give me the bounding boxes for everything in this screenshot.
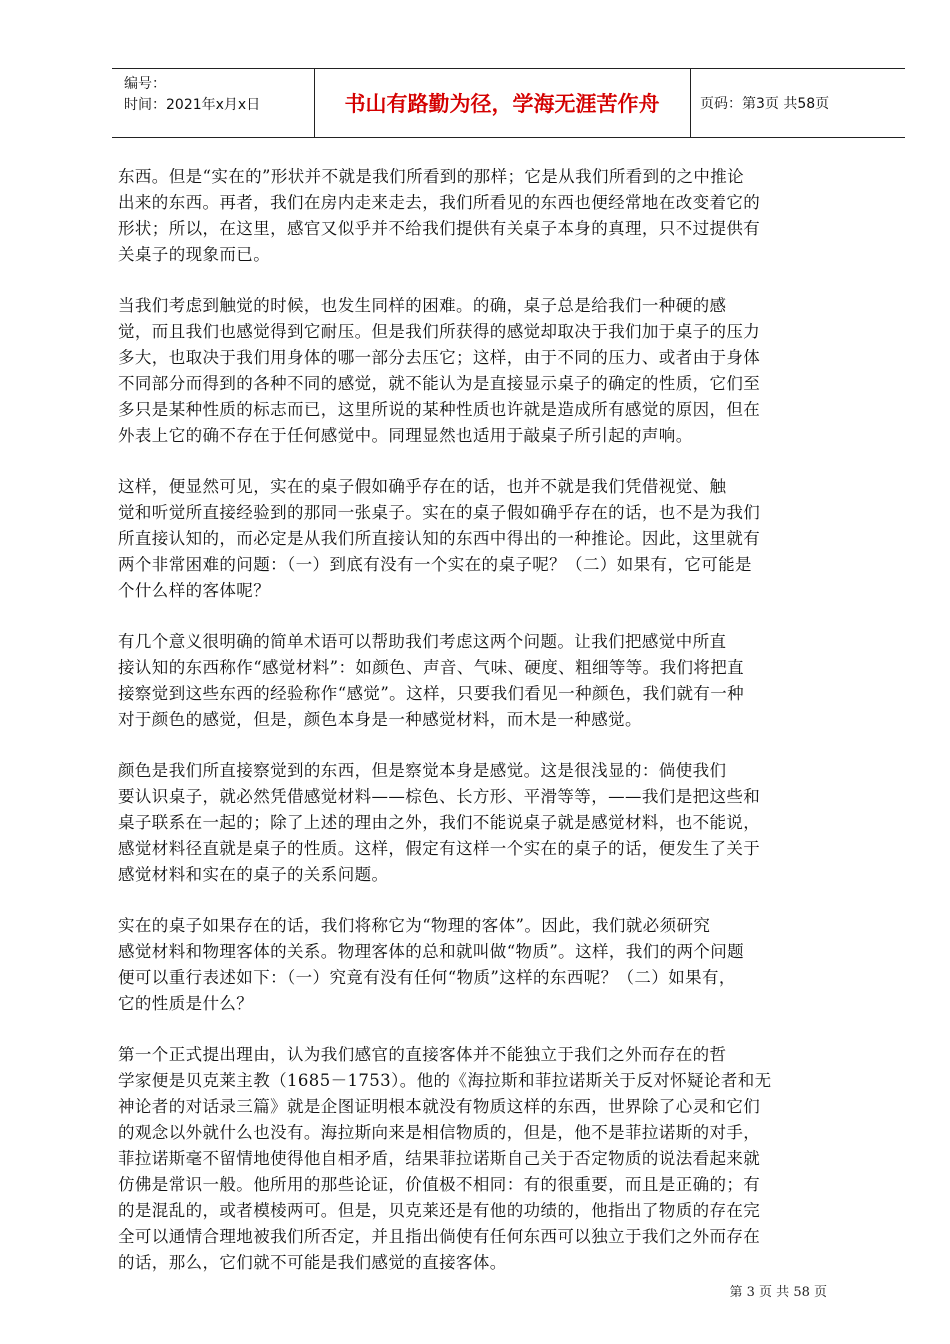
- text-line: 不同部分而得到的各种不同的感觉，就不能认为是直接显示桌子的确定的性质，它们至: [118, 374, 761, 393]
- text-line: 第一个正式提出理由，认为我们感官的直接客体并不能独立于我们之外而存在的哲: [118, 1045, 727, 1064]
- text-line: 当我们考虑到触觉的时候，也发生同样的困难。的确，桌子总是给我们一种硬的感: [118, 296, 727, 315]
- text-line: 感觉材料和实在的桌子的关系问题。: [118, 865, 389, 884]
- text-line: 出来的东西。再者，我们在房内走来走去，我们所看见的东西也便经常地在改变着它的: [118, 193, 761, 212]
- text-line: 感觉材料径直就是桌子的性质。这样，假定有这样一个实在的桌子的话，便发生了关于: [118, 839, 761, 858]
- text-line: 关桌子的现象而已。: [118, 245, 271, 264]
- document-body: [118, 164, 848, 1301]
- text-line: 仿佛是常识一般。他所用的那些论证，价值极不相同：有的很重要，而且是正确的；有: [118, 1175, 761, 1194]
- text-line: 菲拉诺斯毫不留情地使得他自相矛盾，结果菲拉诺斯自己关于否定物质的说法看起来就: [118, 1149, 761, 1168]
- header-meta: [112, 69, 315, 137]
- paragraph: [118, 629, 848, 733]
- text-line: 所直接认知的，而必定是从我们所直接认知的东西中得出的一种推论。因此，这里就有: [118, 529, 761, 548]
- text-line: 觉和听觉所直接经验到的那同一张桌子。实在的桌子假如确乎存在的话，也不是为我们: [118, 503, 761, 522]
- text-line: 全可以通情合理地被我们所否定，并且指出倘使有任何东西可以独立于我们之外而存在: [118, 1227, 761, 1246]
- document-date: 时间：2021年x月x日: [124, 97, 261, 113]
- paragraph: [118, 164, 848, 268]
- text-line: 感觉材料和物理客体的关系。物理客体的总和就叫做“物质”。这样，我们的两个问题: [118, 942, 745, 961]
- paragraph: [118, 758, 848, 888]
- text-line: 接认知的东西称作“感觉材料”：如颜色、声音、气味、硬度、粗细等等。我们将把直: [118, 658, 745, 677]
- text-line: 的是混乱的，或者模棱两可。但是，贝克莱还是有他的功绩的，他指出了物质的存在完: [118, 1201, 761, 1220]
- text-line: 的话，那么，它们就不可能是我们感觉的直接客体。: [118, 1253, 507, 1272]
- text-line: 多大，也取决于我们用身体的哪一部分去压它；这样，由于不同的压力、或者由于身体: [118, 348, 761, 367]
- text-line: 便可以重行表述如下：（一）究竟有没有任何“物质”这样的东西呢？（二）如果有，: [118, 968, 736, 987]
- text-line: 对于颜色的感觉，但是，颜色本身是一种感觉材料，而木是一种感觉。: [118, 710, 642, 729]
- document-number-label: 编号：: [124, 76, 166, 92]
- text-line: 形状；所以，在这里，感官又似乎并不给我们提供有关桌子本身的真理，只不过提供有: [118, 219, 761, 238]
- paragraph: [118, 293, 848, 449]
- text-line: 神论者的对话录三篇》就是企图证明根本就没有物质这样的东西，世界除了心灵和它们: [118, 1097, 761, 1116]
- text-line: 两个非常困难的问题：（一）到底有没有一个实在的桌子呢？（二）如果有，它可能是: [118, 555, 752, 574]
- text-line: 的观念以外就什么也没有。海拉斯向来是相信物质的，但是，他不是菲拉诺斯的对手，: [118, 1123, 761, 1142]
- paragraph: [118, 474, 848, 604]
- text-line: 觉，而且我们也感觉得到它耐压。但是我们所获得的感觉却取决于我们加于桌子的压力: [118, 322, 761, 341]
- text-line: 实在的桌子如果存在的话，我们将称它为“物理的客体”。因此，我们就必须研究: [118, 916, 711, 935]
- text-line: 这样，便显然可见，实在的桌子假如确乎存在的话，也并不就是我们凭借视觉、触: [118, 477, 727, 496]
- text-line: 学家便是贝克莱主教（1685－1753）。他的《海拉斯和菲拉诺斯关于反对怀疑论者和无: [118, 1071, 772, 1090]
- text-line: 颜色是我们所直接察觉到的东西，但是察觉本身是感觉。这是很浅显的：倘使我们: [118, 761, 727, 780]
- text-line: 它的性质是什么？: [118, 994, 254, 1013]
- text-line: 桌子联系在一起的；除了上述的理由之外，我们不能说桌子就是感觉材料，也不能说，: [118, 813, 761, 832]
- header-motto: 书山有路勤为径，学海无涯苦作舟: [314, 69, 691, 137]
- text-line: 要认识桌子，就必然凭借感觉材料——棕色、长方形、平滑等等，——我们是把这些和: [118, 787, 761, 806]
- text-line: 个什么样的客体呢？: [118, 581, 271, 600]
- paragraph: [118, 913, 848, 1017]
- text-line: 东西。但是“实在的”形状并不就是我们所看到的那样；它是从我们所看到的之中推论: [118, 167, 745, 186]
- text-line: 接察觉到这些东西的经验称作“感觉”。这样，只要我们看见一种颜色，我们就有一种: [118, 684, 745, 703]
- text-line: 有几个意义很明确的简单术语可以帮助我们考虑这两个问题。让我们把感觉中所直: [118, 632, 727, 651]
- text-line: 多只是某种性质的标志而已，这里所说的某种性质也许就是造成所有感觉的原因，但在: [118, 400, 761, 419]
- page-header: [112, 68, 905, 138]
- page-footer: 第 3 页 共 58 页: [729, 1285, 827, 1300]
- paragraph: [118, 1042, 848, 1276]
- header-page-number: 页码：第3页 共58页: [700, 96, 830, 112]
- text-line: 外表上它的确不存在于任何感觉中。同理显然也适用于敲桌子所引起的声响。: [118, 426, 693, 445]
